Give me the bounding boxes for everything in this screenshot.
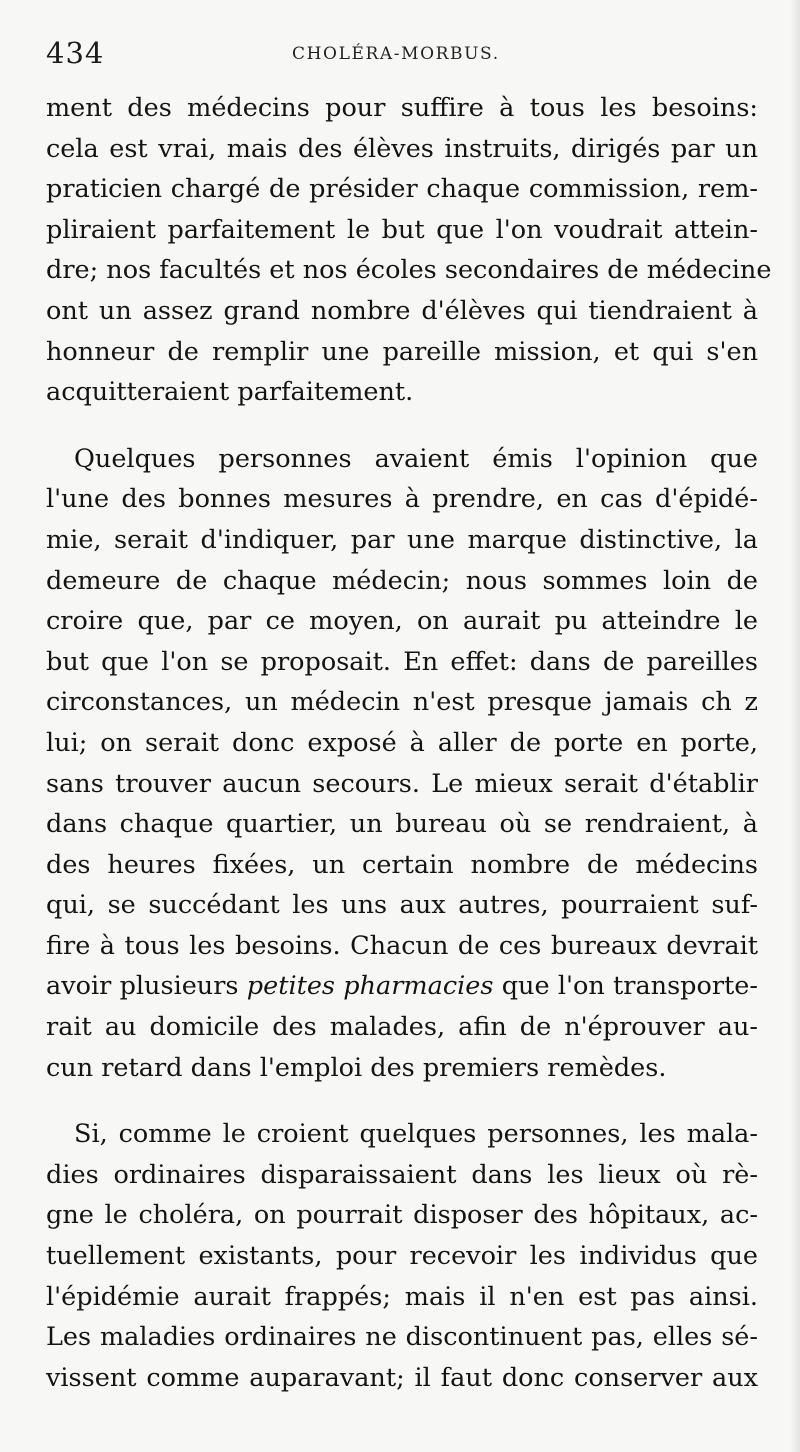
text-line: qui, se succédant les uns aux autres, pourraient suf-: [46, 890, 758, 921]
text-line: but que l'on se proposait. En effet: dans de pareilles: [46, 646, 758, 677]
text-line: honneur de remplir une pareille mission, et qui s'en: [46, 336, 758, 367]
text-line: dans chaque quartier, un bureau où se rendraient, à: [46, 809, 758, 840]
text-run: que l'on transporte-: [493, 971, 758, 1002]
text-line: l'épidémie aurait frappés; mais il n'en est pas ainsi.: [46, 1281, 758, 1312]
text-line: croire que, par ce moyen, on aurait pu atteindre le: [46, 606, 758, 637]
text-line: acquitteraient parfaitement.: [46, 377, 414, 408]
text-line: ont un assez grand nombre d'élèves qui tiendraient à: [46, 295, 758, 326]
paragraph-1: [46, 88, 772, 413]
italic-phrase: petites pharmacies: [246, 971, 494, 1002]
text-run: avoir plusieurs: [46, 971, 247, 1002]
text-line: Quelques personnes avaient émis l'opinion que: [74, 443, 758, 474]
text-line: cun retard dans l'emploi des premiers remèdes.: [46, 1052, 667, 1083]
text-line: fire à tous les besoins. Chacun de ces bureaux devrait: [46, 930, 758, 961]
text-line: pliraient parfaitement le but que l'on voudrait attein-: [46, 214, 758, 245]
text-line: rait au domicile des malades, afin de n'éprouver au-: [46, 1012, 758, 1043]
text-line: circonstances, un médecin n'est presque jamais ch z: [46, 687, 758, 718]
text-line: demeure de chaque médecin; nous sommes loin de: [46, 565, 758, 596]
text-line: des heures fixées, un certain nombre de médecins: [46, 849, 758, 880]
body-text: [46, 88, 772, 1398]
text-line: mie, serait d'indiquer, par une marque distinctive, la: [46, 524, 758, 555]
paragraph-2: [46, 439, 758, 1089]
text-line: dies ordinaires disparaissaient dans les lieux où rè-: [46, 1159, 758, 1190]
text-line: l'une des bonnes mesures à prendre, en cas d'épidé-: [46, 484, 758, 515]
text-line: praticien chargé de présider chaque commission, rem-: [46, 174, 758, 205]
running-title: CHOLÉRA-MORBUS.: [292, 44, 500, 64]
text-line: sans trouver aucun secours. Le mieux serait d'établir: [46, 768, 758, 799]
page-edge-shadow: [790, 0, 800, 1452]
text-line: gne le choléra, on pourrait disposer des hôpitaux, ac-: [46, 1200, 758, 1231]
page-number: 434: [46, 36, 105, 70]
text-line: Si, comme le croient quelques personnes, les mala-: [74, 1119, 758, 1150]
page-header: [46, 36, 758, 88]
text-line: tuellement existants, pour recevoir les individus que: [46, 1241, 758, 1272]
text-line: cela est vrai, mais des élèves instruits, dirigés par un: [46, 133, 758, 164]
paragraph-3: [46, 1114, 758, 1398]
text-line-with-italic: [46, 966, 758, 1007]
text-line: vissent comme auparavant; il faut donc conserver aux: [46, 1362, 758, 1393]
text-line: dre; nos facultés et nos écoles secondaires de médecine: [46, 255, 772, 286]
text-line: Les maladies ordinaires ne discontinuent pas, elles sé-: [46, 1322, 758, 1353]
text-line: ment des médecins pour suffire à tous les besoins:: [46, 93, 758, 123]
text-line: lui; on serait donc exposé à aller de porte en porte,: [46, 727, 758, 758]
